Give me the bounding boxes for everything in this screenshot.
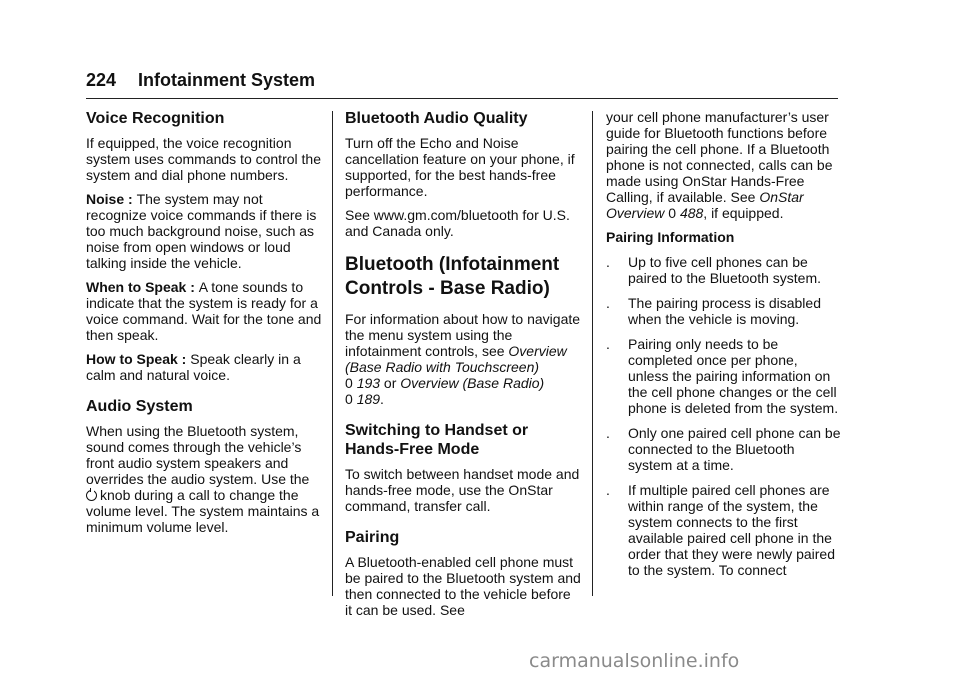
audio-system-paragraph [86,423,326,535]
noise-text: The system may not recognize voice commands if there is too much background noise, such as noise from open windows or loud talking inside the vehicle. [86,191,317,271]
audio-system-text-after: knob during a call to change the volume level. The system maintains a minimum volume level. [86,487,320,535]
list-item [606,295,842,327]
audio-system-text-before: When using the Bluetooth system, sound comes through the vehicle’s front audio system speakers and overrides the audio system. Use the [86,423,310,487]
list-item [606,482,842,578]
page-ref-189[interactable]: 189 [356,391,381,407]
power-knob-icon [86,490,97,501]
page-ref-arrow: 0 [345,375,353,391]
how-to-speak-paragraph [86,351,326,383]
list-item-text: The pairing process is disabled when the vehicle is moving. [628,295,821,327]
heading-pairing: Pairing [345,529,400,546]
column-middle [345,109,581,626]
infotainment-or: or [380,375,401,391]
list-item-text: Pairing only needs to be completed once per phone, unless the pairing information on the cell phone changes or the cell phone is deleted from the system. [628,336,839,416]
pairing-paragraph: A Bluetooth-enabled cell phone must be paired to the Bluetooth system and then connected to the vehicle before it can be used. See [345,554,581,618]
page-header [86,70,838,99]
pairing-continued-text: your cell phone manufacturer’s user guide for Bluetooth functions before pairing the cell phone. If a Bluetooth phone is not connected, calls can be made using OnStar Hands-Free Calling, if available. See [606,109,833,205]
ref-onstar-overview[interactable]: OnStar Overview [606,189,804,221]
bullet-mark: . [606,336,610,352]
bullet-mark: . [606,425,610,441]
page-ref-arrow: 0 [345,391,353,407]
list-item [606,425,842,473]
list-item-text: Only one paired cell phone can be connected to the Bluetooth system at a time. [628,425,841,473]
watermark: carmanualsonline.info [529,650,740,672]
pairing-bullet-list [606,254,842,578]
when-to-speak-label: When to Speak : [86,279,199,295]
bullet-mark: . [606,254,610,270]
bullet-mark: . [606,482,610,498]
when-to-speak-text: A tone sounds to indicate that the system is ready for a voice command. Wait for the tone and then speak. [86,279,322,343]
noise-paragraph [86,191,326,271]
pairing-continued-paragraph [606,109,842,221]
page-ref-arrow: 0 [668,205,677,221]
bullet-mark: . [606,295,610,311]
list-item [606,336,842,416]
infotainment-paragraph [345,311,581,407]
heading-voice-recognition: Voice Recognition [86,110,225,127]
column-divider [592,111,593,596]
heading-switching-mode: Switching to Handset or Hands-Free Mode [345,422,529,458]
page-ref-193[interactable]: 193 [356,375,381,391]
list-item [606,254,842,286]
voice-recognition-intro: If equipped, the voice recognition system uses commands to control the system and dial phone numbers. [86,135,321,183]
how-to-speak-label: How to Speak : [86,351,191,367]
heading-bluetooth-infotainment: Bluetooth (Infotainment Controls - Base Radio) [345,254,560,299]
audio-quality-p2: See www.gm.com/bluetooth for U.S. and Canada only. [345,207,570,239]
page-ref-488[interactable]: 488 [679,205,704,221]
column-divider [332,111,333,596]
switching-paragraph: To switch between handset mode and hands-free mode, use the OnStar command, transfer call. [345,466,580,514]
column-left [86,109,326,543]
heading-audio-system: Audio System [86,398,193,415]
list-item-text: Up to five cell phones can be paired to the Bluetooth system. [628,254,821,286]
pairing-continued-end: , if equipped. [703,205,784,221]
infotainment-text: For information about how to navigate the menu system using the infotainment controls, see [345,311,581,359]
ref-overview-base-radio[interactable]: Overview (Base Radio) [400,375,545,391]
noise-label: Noise : [86,191,137,207]
how-to-speak-text: Speak clearly in a calm and natural voice. [86,351,301,383]
audio-quality-p1: Turn off the Echo and Noise cancellation feature on your phone, if supported, for the best hands-free performance. [345,135,575,199]
infotainment-end: . [380,391,384,407]
heading-pairing-information: Pairing Information [606,229,735,245]
column-right [606,109,842,587]
page-number: 224 [86,70,117,90]
list-item-text: If multiple paired cell phones are within range of the system, the system connects to the first available paired cell phone in the order that they were newly paired to the system. To connect [628,482,835,578]
when-to-speak-paragraph [86,279,326,343]
ref-overview-touchscreen[interactable]: Overview (Base Radio with Touchscreen) [345,343,567,375]
heading-bluetooth-audio-quality: Bluetooth Audio Quality [345,110,528,127]
section-title: Infotainment System [138,70,316,90]
